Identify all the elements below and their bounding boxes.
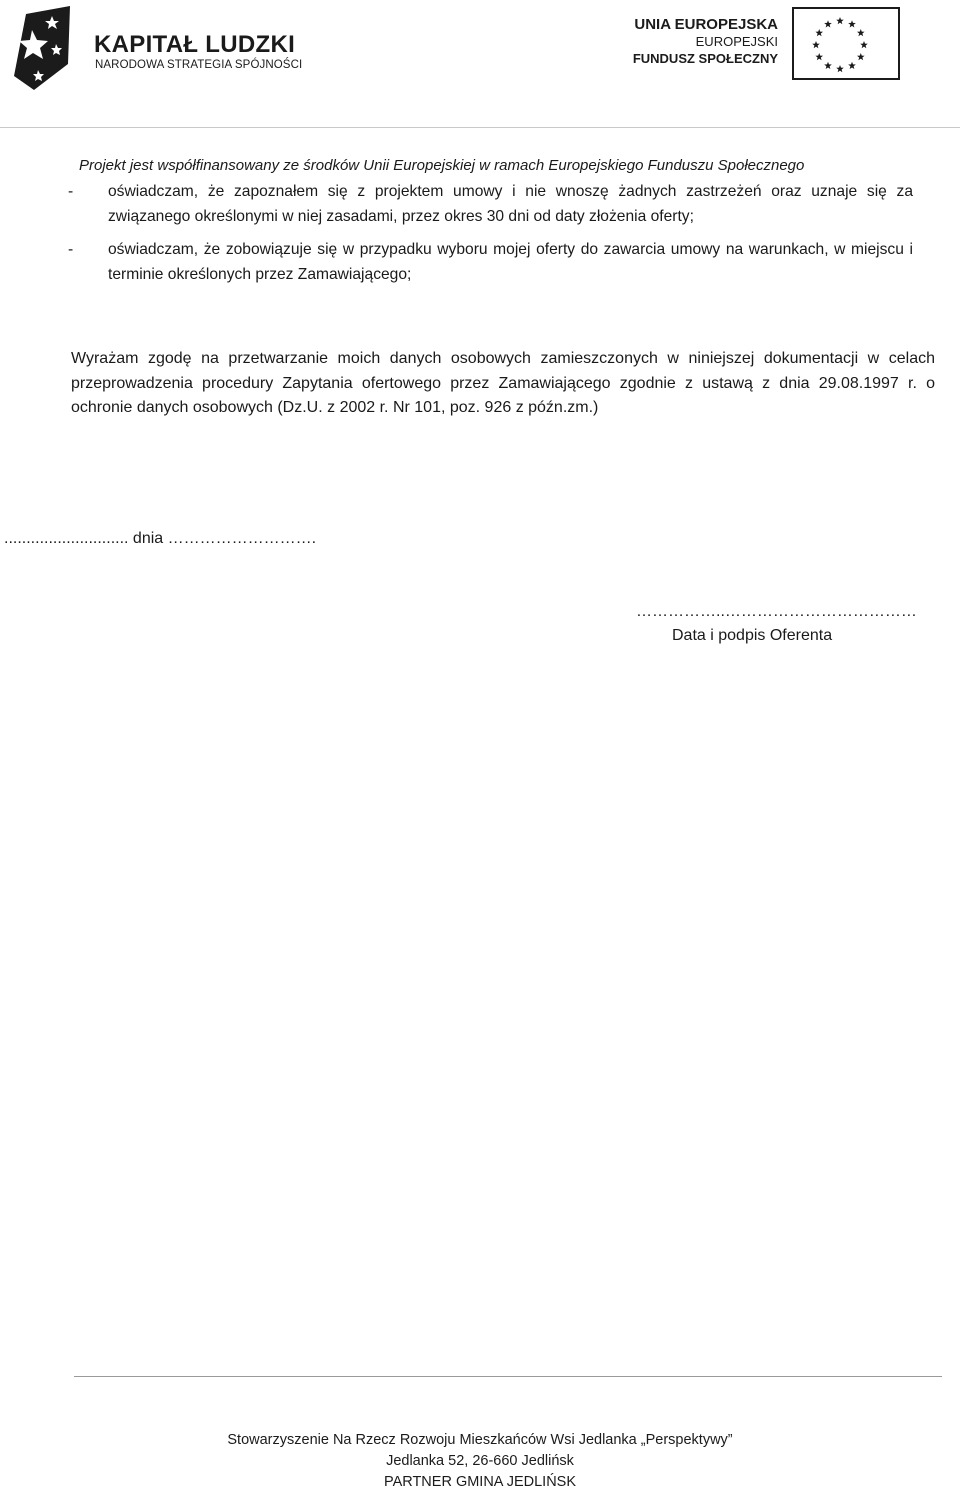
- date-place-line: ............................ dnia ……………………….: [4, 530, 317, 547]
- footer-address: Jedlanka 52, 26-660 Jedlińsk: [386, 1453, 574, 1469]
- page-footer: [0, 1430, 960, 1493]
- kapital-ludzki-title: KAPITAŁ LUDZKI: [94, 31, 296, 58]
- signature-dots: ……………..………………………………: [636, 603, 917, 620]
- declaration-text: oświadczam, że zobowiązuje się w przypadku wyboru mojej oferty do zawarcia umowy na warunkach, w miejscu i terminie określonych przez Zamawiającego;: [108, 241, 913, 283]
- eu-flag-stars-icon: [792, 7, 900, 80]
- footer-partner: PARTNER GMINA JEDLIŃSK: [383, 1474, 577, 1490]
- cofinancing-note: Projekt jest współfinansowany ze środków Unii Europejskiej w ramach Europejskiego Funduszu Społecznego: [79, 157, 805, 174]
- page-header: [0, 0, 960, 128]
- declaration-item-1: [68, 179, 913, 229]
- eu-line-unia: UNIA EUROPEJSKA: [634, 16, 778, 33]
- eu-line-fundusz: FUNDUSZ SPOŁECZNY: [632, 51, 778, 66]
- kapital-ludzki-star-logo-icon: [12, 4, 74, 92]
- declaration-item-2: [68, 237, 913, 287]
- data-processing-consent: Wyrażam zgodę na przetwarzanie moich danych osobowych zamieszczonych w niniejszej dokumentacji w celach przeprowadzenia procedury Zapytania ofertowego przez Zamawiającego zgodnie z ustawą z dnia 29.08.1997 r. o ochronie danych osobowych (Dz.U. z 2002 r. Nr 101, poz. 926 z późn.zm.): [71, 350, 935, 416]
- header-divider: [0, 127, 960, 128]
- declaration-dash: -: [68, 241, 74, 258]
- eu-line-europejski: EUROPEJSKI: [695, 34, 778, 49]
- signature-label: Data i podpis Oferenta: [672, 627, 833, 644]
- declaration-text: oświadczam, że zapoznałem się z projektem umowy i nie wnoszę żadnych zastrzeżeń oraz uznaje się za związanego określonymi w niej zasadami, przez okres 30 dni od daty złożenia oferty;: [108, 183, 913, 225]
- kapital-ludzki-subtitle: NARODOWA STRATEGIA SPÓJNOŚCI: [95, 59, 303, 71]
- eu-logo-text: [633, 16, 778, 67]
- footer-organization: Stowarzyszenie Na Rzecz Rozwoju Mieszkańców Wsi Jedlanka „Perspektywy”: [227, 1432, 733, 1448]
- footer-divider: [74, 1376, 942, 1377]
- declaration-dash: -: [68, 183, 74, 200]
